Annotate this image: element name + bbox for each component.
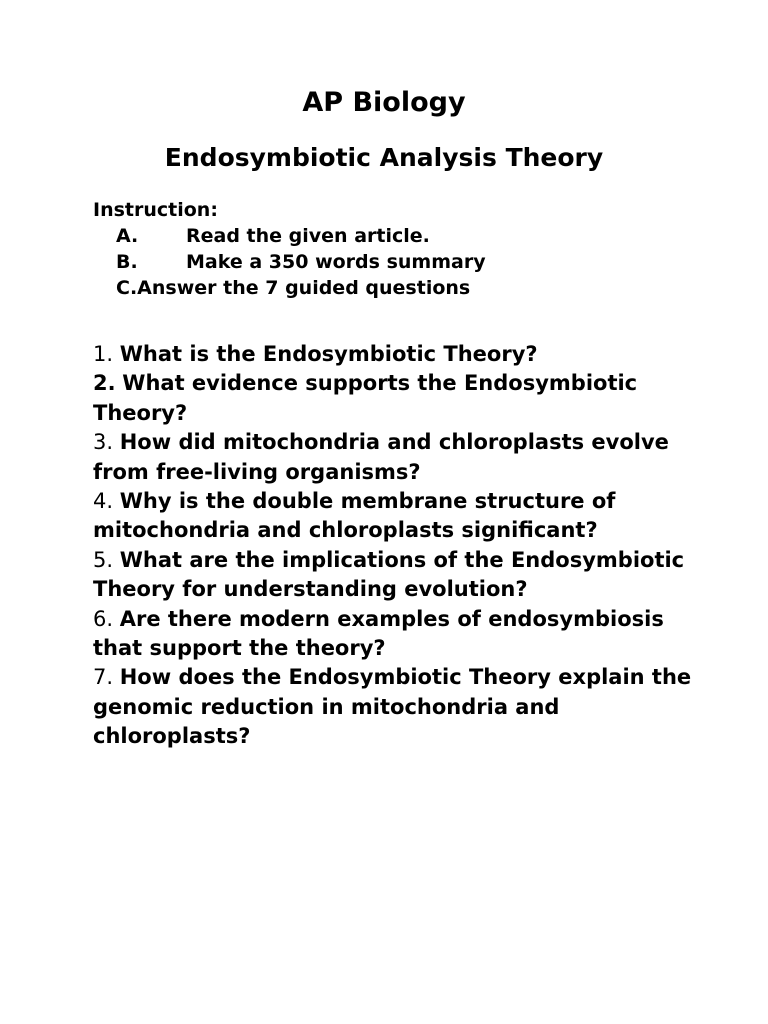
page-subtitle: Endosymbiotic Analysis Theory	[164, 143, 604, 172]
instruction-text: Make a 350 words summary	[186, 251, 486, 273]
question-item	[93, 546, 693, 605]
question-text: Are there modern examples of endosymbiosis that support the theory?	[93, 606, 664, 661]
page-title: AP Biology	[302, 87, 466, 118]
question-text: Why is the double membrane structure of mitochondria and chloroplasts significant?	[93, 489, 616, 543]
instruction-item	[93, 275, 693, 301]
question-text: How did mitochondria and chloroplasts evolve from free-living organisms?	[93, 430, 669, 484]
question-number: 3.	[93, 430, 114, 455]
question-item	[93, 369, 693, 428]
instruction-list	[93, 223, 693, 301]
question-number: 6.	[93, 606, 114, 631]
question-number: 7.	[93, 665, 114, 690]
question-item	[93, 605, 693, 664]
question-item	[93, 340, 693, 369]
instruction-text: C.Answer the 7 guided questions	[116, 277, 471, 299]
question-number: 5.	[93, 547, 114, 572]
instruction-label: Instruction:	[93, 199, 218, 221]
question-text: What are the implications of the Endosymbiotic Theory for understanding evolution?	[93, 547, 685, 602]
instruction-marker: A.	[116, 225, 139, 247]
question-number: 4.	[93, 489, 114, 514]
question-list	[93, 340, 693, 752]
instruction-text: Read the given article.	[186, 225, 430, 247]
question-item	[93, 428, 693, 487]
question-number: 2.	[93, 371, 116, 396]
instruction-item	[93, 249, 693, 275]
question-number: 1.	[93, 342, 114, 366]
instruction-block	[93, 197, 693, 301]
question-item	[93, 487, 693, 546]
instruction-item	[93, 223, 693, 249]
question-item	[93, 663, 693, 751]
question-text: What evidence supports the Endosymbiotic Theory?	[93, 371, 638, 425]
question-text: How does the Endosymbiotic Theory explain the genomic reduction in mitochondria and chloroplasts?	[93, 665, 692, 749]
instruction-marker: B.	[116, 251, 138, 273]
question-text: What is the Endosymbiotic Theory?	[119, 342, 538, 366]
